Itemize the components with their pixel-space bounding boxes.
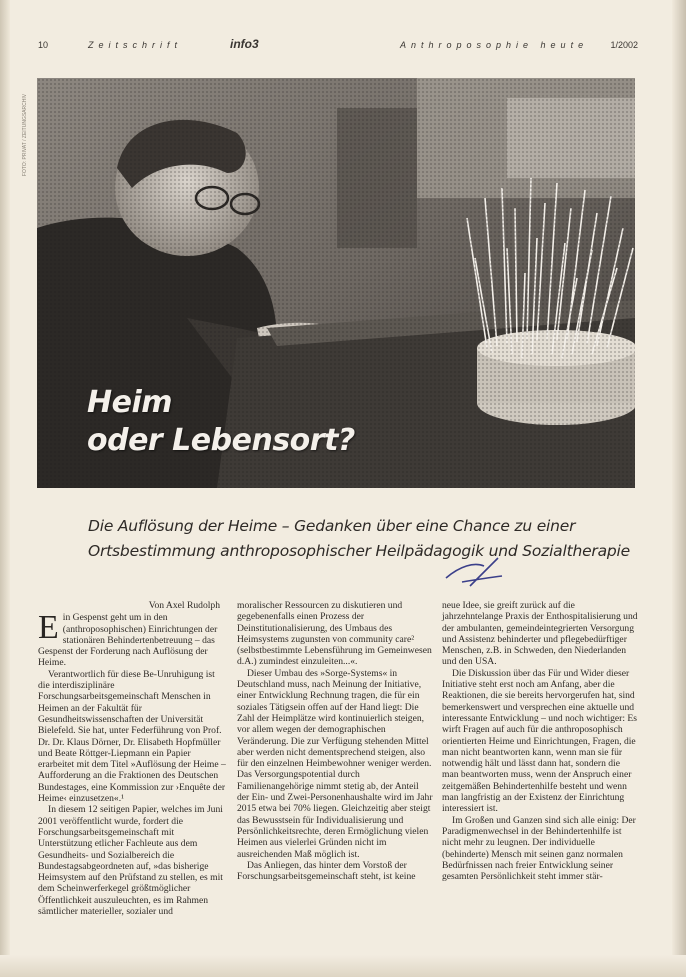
author-byline: Von Axel Rudolph <box>148 600 220 611</box>
subtitle-line-2: Ortsbestimmung anthroposophischer Heilpädagogik und Sozialtherapie <box>88 542 630 560</box>
article-subtitle <box>88 514 648 564</box>
issue-number: 1/2002 <box>610 40 638 50</box>
page-edge-shadow-left <box>0 0 10 977</box>
paragraph: neue Idee, sie greift zurück auf die jahrzehntelange Praxis der Enthospitalisierung und der ambulanten, gemeindeintegrierten Versorgung und Assistenz behinderter und pflegebedürftiger Menschen, z.B. in Schweden, den Niederlanden und den USA. <box>442 600 638 668</box>
paragraph: moralischer Ressourcen zu diskutieren und gegebenenfalls einen Prozess der Deinstitutionalisierung, des Umbaus des Heimsystems zugunsten von community care² (selbstbestimmte Lebensführung im Gemeinwesen d.A.) zumindest einzuleiten...«. <box>237 600 432 668</box>
paragraph: Die Diskussion über das Für und Wider dieser Initiative steht erst noch am Anfang, aber die Reaktionen, die sie bereits hervorgerufen hat, sind bemerkenswert und versprechen eine aktuelle und interessante Entwicklung – und noch wichtiger: Es wirft Fragen auf auch für die anthroposophisch orientierten Heime und Einrichtungen, Fragen, die man nicht beantworten kann, wenn man sie für notwendig hält und lässt dann hat, sondern die man beantworten muss, wenn der Anspruch einer zeitgemäßen Behindertenhilfe besteht und wenn man langfristig an der Existenz der Einrichtung interessiert ist. <box>442 667 638 815</box>
drop-cap: E <box>38 609 59 647</box>
paragraph: Verantwortlich für diese Be-Unruhigung ist die interdisziplinäre Forschungsarbeitsgemeinschaft Menschen in Heimen an der Fakultät für Gesundheitswissenschaften der Universität Bielefeld. Sie hat, unter Federführung von Prof. Dr. Dr. Klaus Dörner, Dr. Elisabeth Hopfmüller und Beate Röttger-Liepmann ein Papier erarbeitet mit dem Titel »Auflösung der Heime – Aufforderung an die Fraktionen des Deutschen Bundestages, eine Kommission zur ›Enquête der Heime‹ einzusetzen«.¹ <box>38 668 226 805</box>
paragraph-text: in Gespenst geht um in den (anthroposophischen) Einrichtungen der stationären Behindertenbetreuung – das Gespenst der Forderung nach Auflösung der Heime. <box>38 612 218 669</box>
headline-line-1: Heim <box>87 385 172 420</box>
feature-headline <box>87 384 355 460</box>
page-bottom-edge <box>0 955 686 977</box>
handwritten-pen-mark <box>440 556 510 592</box>
magazine-logo: info3 <box>230 37 259 51</box>
article-column-2 <box>237 600 433 882</box>
article-column-1 <box>38 600 228 917</box>
paragraph: In diesem 12 seitigen Papier, welches im Juni 2001 veröffentlicht wurde, fordert die Forschungsarbeitsgemeinschaft mit Unterstützung etlicher Fachleute aus dem Gesundheits- und Sozialbereich die Bundestagsabgeordneten auf, »das bisherige Heimsystem auf den Prüfstand zu stellen, es mit dem Scheinwerferkegel größtmöglicher Öffentlichkeit auszuleuchten, es im Rahmen sämtlicher materieller, sozialer und <box>38 804 223 918</box>
paragraph: Dieser Umbau des »Sorge-Systems« in Deutschland muss, nach Meinung der Initiative, einer Entwicklung Rechnung tragen, die für ein soziales Tätigsein offen auf der Hand liegt: Die Zahl der Heimplätze wird kontinuierlich steigen, vor allem wegen der demographischen Veränderung. Die zur Verfügung stehenden Mittel aber werden nicht dementsprechend steigen, also für den einzelnen Heimbewohner weniger werden. Das Versorgungspotential durch Familienangehörige nimmt stetig ab, der Anteil der Ein- und Zwei-Personenhaushalte wird im Jahr 2015 etwa bei 70% liegen. Gleichzeitig aber steigt das Bewusstsein für Individualisierung und Persönlichkeitsrechte, deren Ermöglichung vielen Heimen aus vielerlei Gründen nicht im ausreichenden Maß möglich ist. <box>237 667 433 860</box>
feature-photo <box>37 78 635 488</box>
running-header <box>38 38 638 54</box>
subtitle-line-1: Die Auflösung der Heime – Gedanken über eine Chance zu einer <box>88 517 576 535</box>
headline-line-2: oder Lebensort? <box>87 423 355 458</box>
header-subtitle: Anthroposophie heute <box>400 40 589 50</box>
photo-credit <box>22 92 33 182</box>
header-magazine-label: Zeitschrift <box>88 40 183 50</box>
paragraph: Im Großen und Ganzen sind sich alle einig: Der Paradigmenwechsel in der Behindertenhilfe ist nicht mehr zu leugnen. Der individuelle (behinderte) Mensch mit seinen ganz normalen Bedürfnissen nach freier Entwicklung seiner gesamten Persönlichkeit steht immer stär- <box>442 814 636 883</box>
paragraph: Das Anliegen, das hinter dem Vorstoß der Forschungsarbeitsgemeinschaft steht, ist keine <box>237 859 416 883</box>
photo-credit-text: FOTO: PRIVAT / ZEITUNGSARCHIV <box>22 93 29 177</box>
page-edge-shadow-right <box>672 0 686 977</box>
article-column-3 <box>442 600 638 882</box>
page-number: 10 <box>38 40 49 50</box>
paragraph <box>38 609 228 669</box>
